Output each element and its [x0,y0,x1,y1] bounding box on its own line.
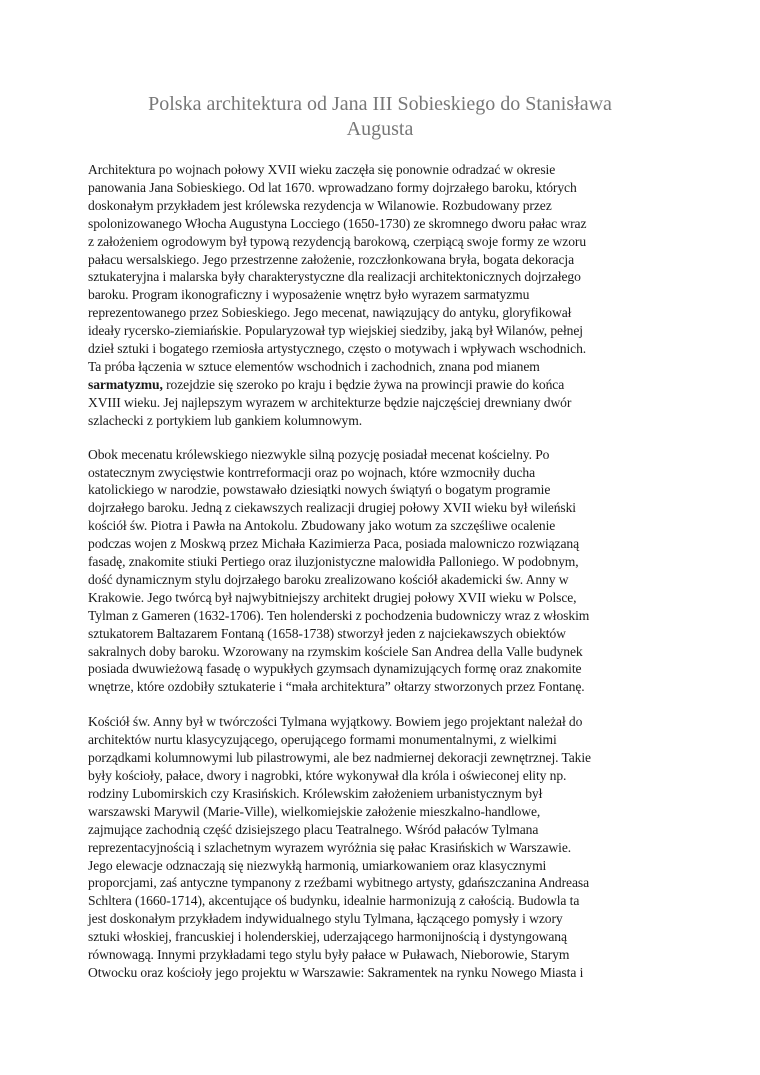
text-line: proporcjami, zaś antyczne tympanony z rzeźbami wybitnego artysty, gdańszczanina Andreasa [88,875,590,891]
text-line: posiada dwuwieżową fasadę o wypukłych gzymsach dynamizujących formę oraz znakomite [88,661,582,677]
text-line: sztukatorem Baltazarem Fontaną (1658-1738) stworzył jeden z najciekawszych obiektów [88,625,566,641]
text-line: architektów nurtu klasycyzującego, operującego formami monumentalnymi, z wielkimi [88,732,557,748]
text-line: warszawski Marywil (Marie-Ville), wielkomiejskie założenie mieszkalno-handlowe, [88,803,541,819]
text-line: Schltera (1660-1714), akcentujące oś budynku, idealnie harmonizują z całością. Budowla ta [88,893,580,909]
text-line: Krakowie. Jego twórcą był najwybitniejszy architekt drugiej połowy XVII wieku w Polsce, [88,589,577,605]
text-line: jest doskonałym przykładem indywidualnego stylu Tylmana, łączącego pomysły i wzory [88,911,563,927]
paragraph-1 [88,161,672,430]
title-line-2: Augusta [346,118,414,140]
text-line: rodziny Lubomirskich czy Krasińskich. Królewskim założeniem urbanistycznym był [88,785,543,801]
paragraph-3 [88,713,672,982]
text-segment: rozejdzie się szeroko po kraju i będzie żywa na prowincji prawie do końca [162,376,565,392]
text-line: ostatecznym zwycięstwie kontrreformacji oraz po wojnach, które wzmocniły ducha [88,464,536,480]
text-line: XVIII wieku. Jej najlepszym wyrazem w architekturze będzie najczęściej drewniany dwór [88,394,572,410]
text-line: dojrzałego baroku. Jedną z ciekawszych realizacji drugiej połowy XVII wieku był wileński [88,500,576,516]
text-line: Otwocku oraz kościoły jego projektu w Warszawie: Sakramentek na rynku Nowego Miasta i [88,964,584,980]
text-line: Architektura po wojnach połowy XVII wieku zaczęła się ponownie odradzać w okresie [88,162,556,177]
text-line-with-bold [88,376,672,394]
text-line: katolickiego w narodzie, powstawało dziesiątki nowych świątyń o bogatym programie [88,482,551,498]
text-line: dzieł sztuki i bogatego rzemiosła artystycznego, często o motywach i wpływach wschodnich. [88,341,587,357]
text-line: Jego elewacje odznaczają się niezwykłą harmonią, umiarkowaniem oraz klasycznymi [88,857,547,873]
text-line: równowagą. Innymi przykładami tego stylu były pałace w Puławach, Nieborowie, Starym [88,947,570,963]
text-line: reprezentowanego przez Sobieskiego. Jego mecenat, nawiązujący do antyku, gloryfikował [88,305,572,321]
text-line: były kościoły, pałace, dwory i nagrobki, które wykonywał dla króla i oświeconej elity np. [88,768,567,783]
text-line: wnętrze, które ozdobiły sztukaterie i “mała architektura” ołtarzy stworzonych przez Fontanę. [88,679,585,695]
text-line: fasadę, znakomite stiuki Pertiego oraz iluzjonistyczne malowidła Palloniego. W podobnym, [88,554,579,570]
text-line: baroku. Program ikonograficzny i wyposażenie wnętrz było wyrazem sarmatyzmu [88,287,530,303]
text-line: Ta próba łączenia w sztuce elementów wschodnich i zachodnich, znana pod mianem [88,358,540,374]
page-title [88,0,672,142]
text-line: zajmujące zachodnią część dzisiejszego placu Teatralnego. Wśród pałaców Tylmana [88,821,539,837]
text-line: sztuki włoskiej, francuskiej i holenderskiej, uderzającego harmonijnością i dystyngowaną [88,929,567,945]
text-line: pałacu wersalskiego. Jego przestrzenne założenie, rozczłonkowana bryła, bogata dekoracja [88,251,574,267]
text-line: Kościół św. Anny był w twórczości Tylmana wyjątkowy. Bowiem jego projektant należał do [88,714,583,730]
text-line: ideały rycersko-ziemiańskie. Popularyzował typ wiejskiej siedziby, jaką był Wilanów, pełnej [88,323,583,339]
text-line: kościół św. Piotra i Pawła na Antokolu. Zbudowany jako wotum za szczęśliwe ocalenie [88,518,556,534]
paragraph-2 [88,446,672,697]
text-line: reprezentacyjnością i szlachetnym wyrazem wyróżnia się pałac Krasińskich w Warszawie. [88,839,572,855]
title-line-1: Polska architektura od Jana III Sobieskiego do Stanisława [148,93,612,115]
text-line: sztukateryjna i malarska były charakterystyczne dla realizacji architektonicznych dojrzałego [88,269,581,285]
text-line: Tylman z Gameren (1632-1706). Ten holenderski z pochodzenia budowniczy wraz z włoskim [88,607,590,623]
bold-term: sarmatyzmu, [88,376,163,392]
text-line: sakralnych doby baroku. Wzorowany na rzymskim kościele San Andrea della Valle budynek [88,643,583,659]
text-line: doskonałym przykładem jest królewska rezydencja w Wilanowie. Rozbudowany przez [88,197,552,213]
text-line: Obok mecenatu królewskiego niezwykle silną pozycję posiadał mecenat kościelny. Po [88,446,550,462]
text-line: panowania Jana Sobieskiego. Od lat 1670. wprowadzano formy dojrzałego baroku, których [88,179,577,195]
text-line: szlachecki z portykiem lub gankiem kolumnowym. [88,412,363,428]
text-line: z założeniem ogrodowym był typową rezydencją barokową, czerpiącą swoje formy ze wzoru [88,233,587,249]
text-line: podczas wojen z Moskwą przez Michała Kazimierza Paca, posiada malowniczo rozwiązaną [88,536,580,552]
text-line: dość dynamicznym stylu dojrzałego baroku zrealizowano kościół akademicki św. Anny w [88,571,569,587]
text-line: spolonizowanego Włocha Augustyna Locciego (1650-1730) ze skromnego dworu pałac wraz [88,215,587,231]
text-line: porządkami kolumnowymi lub pilastrowymi, ale bez nadmiernej dekoracji zewnętrznej. Takie [88,750,591,766]
